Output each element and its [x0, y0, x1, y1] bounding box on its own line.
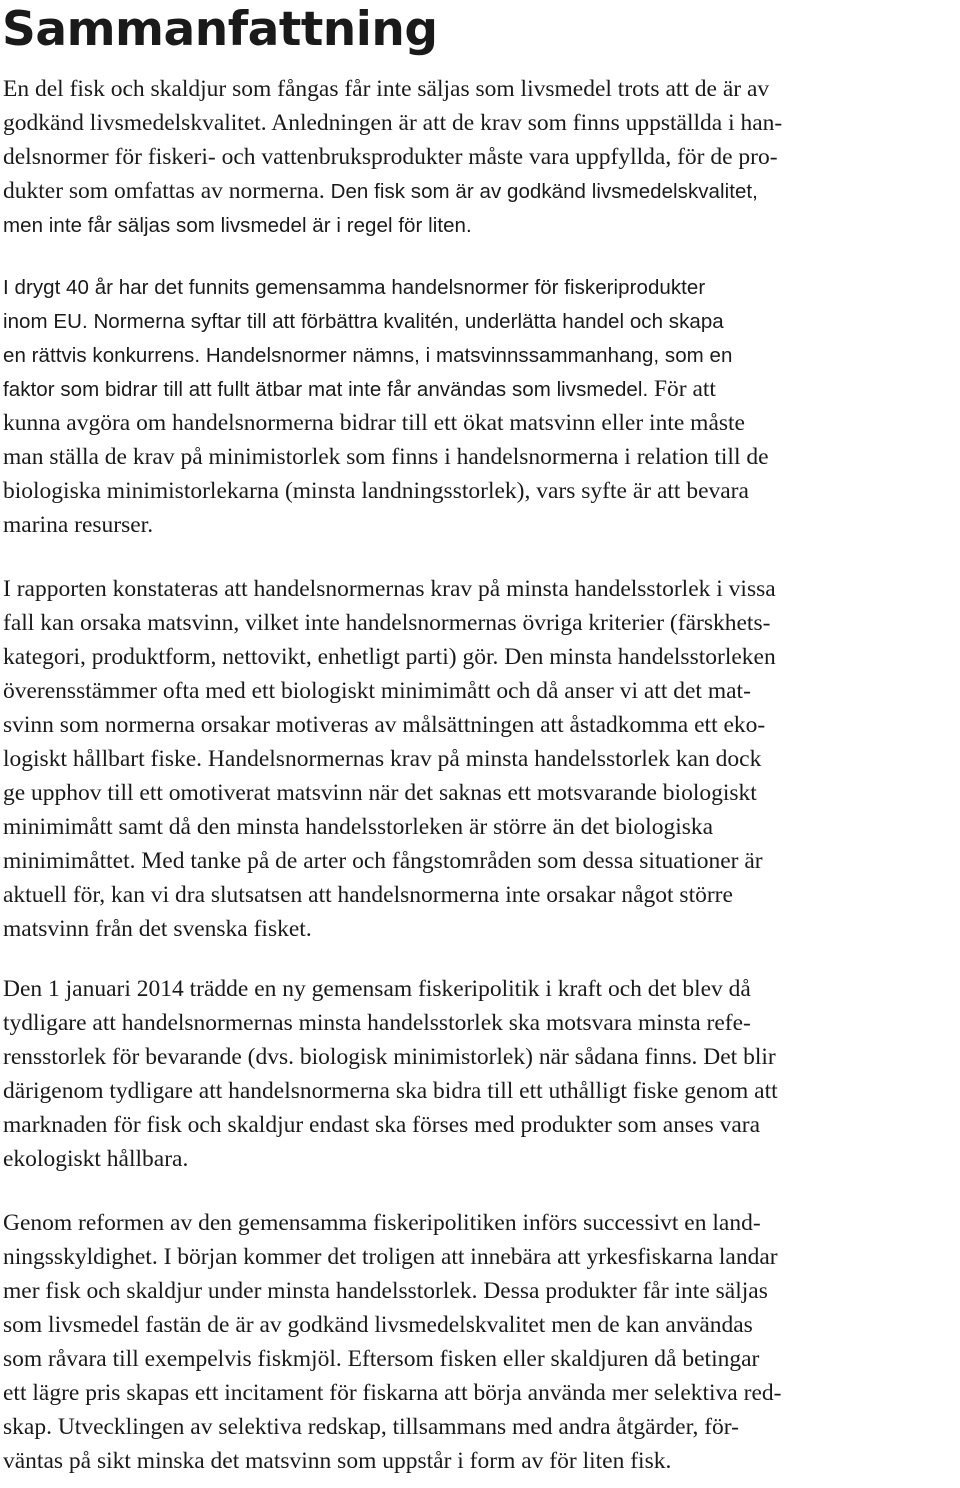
text-segment: ekologiskt hållbara. [3, 1146, 189, 1172]
text-segment: minimimått samt då den minsta handelsstorleken är större än det biologiska [3, 814, 714, 840]
text-segment: väntas på sikt minska det matsvinn som uppstår i form av för liten fisk. [3, 1448, 672, 1474]
text-line [3, 270, 955, 304]
text-segment: ningsskyldighet. I början kommer det troligen att innebära att yrkesfiskarna landar [3, 1244, 778, 1270]
text-line [3, 1342, 955, 1376]
text-line [3, 474, 955, 508]
paragraph [3, 270, 955, 542]
text-segment: därigenom tydligare att handelsnormerna ska bidra till ett uthålligt fiske genom att [3, 1078, 778, 1104]
text-line [3, 440, 955, 474]
page-title: Sammanfattning [2, 2, 438, 57]
text-segment: dukter som omfattas av normerna. [3, 178, 331, 204]
text-line [3, 640, 955, 674]
text-line [3, 1274, 955, 1308]
text-line [3, 1376, 955, 1410]
text-segment: men inte får säljas som livsmedel är i regel för liten. [3, 214, 472, 237]
paragraph [3, 1206, 955, 1478]
text-line [3, 708, 955, 742]
text-segment: Den fisk som är av godkänd livsmedelskvalitet, [330, 180, 758, 203]
text-line [3, 844, 955, 878]
text-segment: som livsmedel fastän de är av godkänd livsmedelskvalitet men de kan användas [3, 1312, 753, 1338]
text-segment: ett lägre pris skapas ett incitament för fiskarna att börja använda mer selektiva red- [3, 1380, 782, 1406]
paragraph [3, 572, 955, 946]
text-line [3, 972, 955, 1006]
text-segment: faktor som bidrar till att fullt ätbar mat inte får användas som livsmedel. [3, 378, 654, 401]
text-segment: godkänd livsmedelskvalitet. Anledningen är att de krav som finns uppställda i han- [3, 110, 783, 136]
text-segment: matsvinn från det svenska fisket. [3, 916, 312, 942]
text-segment: En del fisk och skaldjur som fångas får inte säljas som livsmedel trots att de är av [3, 76, 770, 102]
text-segment: tydligare att handelsnormernas minsta handelsstorlek ska motsvara minsta refe- [3, 1010, 751, 1036]
text-segment: kategori, produktform, nettovikt, enhetligt parti) gör. Den minsta handelsstorleken [3, 644, 776, 670]
text-line [3, 140, 955, 174]
text-line [3, 912, 955, 946]
paragraph [3, 72, 955, 242]
text-line [3, 606, 955, 640]
text-line [3, 406, 955, 440]
text-line [3, 776, 955, 810]
text-segment: delsnormer för fiskeri- och vattenbruksprodukter måste vara uppfyllda, för de pro- [3, 144, 778, 170]
text-segment: marina resurser. [3, 512, 154, 538]
text-line [3, 1040, 955, 1074]
text-segment: marknaden för fisk och skaldjur endast ska förses med produkter som anses vara [3, 1112, 761, 1138]
text-line [3, 878, 955, 912]
text-line [3, 742, 955, 776]
text-segment: skap. Utvecklingen av selektiva redskap, tillsammans med andra åtgärder, för- [3, 1414, 739, 1440]
text-line [3, 1142, 955, 1176]
text-line [3, 508, 955, 542]
text-segment: mer fisk och skaldjur under minsta handelsstorlek. Dessa produkter får inte säljas [3, 1278, 768, 1304]
text-line [3, 208, 955, 242]
text-segment: kunna avgöra om handelsnormerna bidrar till ett ökat matsvinn eller inte måste [3, 410, 745, 436]
text-line [3, 72, 955, 106]
text-segment: rensstorlek för bevarande (dvs. biologisk minimistorlek) när sådana finns. Det blir [3, 1044, 776, 1070]
text-line [3, 338, 955, 372]
text-line [3, 572, 955, 606]
text-line [3, 1006, 955, 1040]
text-line [3, 1074, 955, 1108]
text-line [3, 106, 955, 140]
text-line [3, 304, 955, 338]
text-line [3, 1410, 955, 1444]
text-line [3, 1308, 955, 1342]
text-segment: som råvara till exempelvis fiskmjöl. Eftersom fisken eller skaldjuren då betingar [3, 1346, 760, 1372]
text-segment: man ställa de krav på minimistorlek som finns i handelsnormerna i relation till de [3, 444, 769, 470]
text-segment: en rättvis konkurrens. Handelsnormer nämns, i matsvinnssammanhang, som en [3, 344, 733, 367]
text-line [3, 674, 955, 708]
text-segment: Den 1 januari 2014 trädde en ny gemensam fiskeripolitik i kraft och det blev då [3, 976, 751, 1002]
text-segment: inom EU. Normerna syftar till att förbättra kvalitén, underlätta handel och skapa [3, 310, 724, 333]
text-segment: I drygt 40 år har det funnits gemensamma handelsnormer för fiskeriprodukter [3, 276, 706, 299]
text-line [3, 1206, 955, 1240]
paragraph [3, 972, 955, 1176]
text-segment: svinn som normerna orsakar motiveras av målsättningen att åstadkomma ett eko- [3, 712, 766, 738]
text-line [3, 1240, 955, 1274]
text-line [3, 810, 955, 844]
text-line [3, 1108, 955, 1142]
text-segment: minimimåttet. Med tanke på de arter och fångstområden som dessa situationer är [3, 848, 763, 874]
text-segment: ge upphov till ett omotiverat matsvinn när det saknas ett motsvarande biologiskt [3, 780, 757, 806]
text-line [3, 1444, 955, 1478]
text-segment: biologiska minimistorlekarna (minsta landningsstorlek), vars syfte är att bevara [3, 478, 749, 504]
text-segment: aktuell för, kan vi dra slutsatsen att handelsnormerna inte orsakar något större [3, 882, 733, 908]
text-line [3, 174, 955, 208]
text-segment: I rapporten konstateras att handelsnormernas krav på minsta handelsstorlek i vissa [3, 576, 776, 602]
text-segment: För att [653, 376, 716, 402]
text-segment: överensstämmer ofta med ett biologiskt minimimått och då anser vi att det mat- [3, 678, 751, 704]
text-line [3, 372, 955, 406]
text-segment: Genom reformen av den gemensamma fiskeripolitiken införs successivt en land- [3, 1210, 761, 1236]
text-segment: logiskt hållbart fiske. Handelsnormernas krav på minsta handelsstorlek kan dock [3, 746, 762, 772]
text-segment: fall kan orsaka matsvinn, vilket inte handelsnormernas övriga kriterier (färskhets- [3, 610, 771, 636]
